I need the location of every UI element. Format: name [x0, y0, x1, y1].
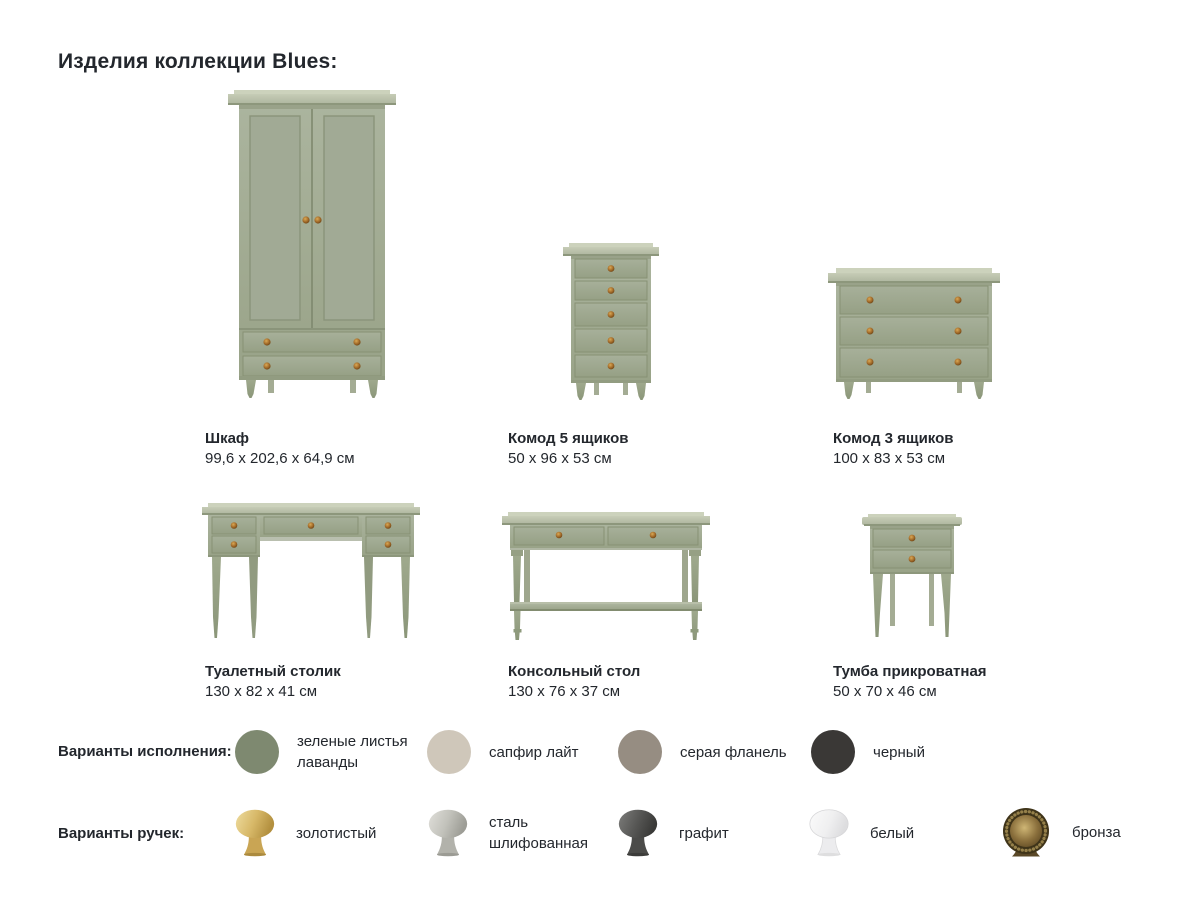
wardrobe-door-right — [324, 116, 374, 320]
handle-option-steel[interactable] — [425, 805, 617, 861]
handle-option-white[interactable] — [806, 805, 914, 861]
bedside-back-leg — [890, 574, 895, 626]
wardrobe-door-seam — [311, 109, 313, 328]
desk-top — [202, 507, 420, 514]
bedside-top — [862, 517, 962, 525]
handle-option-label: золотистый — [296, 824, 377, 842]
dressing-table-image — [202, 502, 420, 643]
finish-option-black[interactable] — [811, 729, 925, 775]
chest5-leg — [576, 383, 586, 400]
chest3-leg — [844, 382, 854, 399]
chest5-image — [563, 241, 659, 402]
bedside-image — [860, 503, 964, 643]
wardrobe-door-left — [250, 116, 300, 320]
finish-swatch[interactable] — [427, 730, 471, 774]
product-dimensions: 130 x 76 x 37 см — [508, 683, 621, 700]
page-title: Изделия коллекции Blues: — [58, 50, 338, 73]
product-dimensions: 99,6 x 202,6 x 64,9 см — [205, 450, 355, 467]
finish-option-sapphire-light[interactable] — [427, 729, 579, 775]
handle-option-label: сталь шлифованная — [489, 814, 589, 852]
white-knob-icon[interactable] — [806, 806, 852, 860]
handle-option-label: белый — [870, 824, 915, 842]
wardrobe-knob — [314, 216, 321, 223]
wardrobe-leg — [368, 380, 378, 398]
finish-swatch[interactable] — [618, 730, 662, 774]
gold-knob-icon[interactable] — [232, 806, 278, 860]
desk-leg — [249, 557, 258, 638]
handle-option-gold[interactable] — [232, 805, 376, 861]
chest3-leg — [974, 382, 984, 399]
finish-option-label: серая фланель — [680, 743, 787, 761]
desk-kneehole-shadow — [260, 537, 362, 541]
finish-swatch[interactable] — [235, 730, 279, 774]
chest3-drawer — [840, 286, 988, 314]
chest3-drawer — [840, 317, 988, 345]
chest5-leg — [636, 383, 646, 400]
desk-leg — [401, 557, 410, 638]
finish-option-label: сапфир лайт — [489, 743, 579, 761]
bronze-knob-icon[interactable] — [998, 805, 1054, 859]
handle-option-label: графит — [679, 824, 729, 842]
finish-option-grey-flannel[interactable] — [618, 729, 787, 775]
product-dimensions: 50 x 70 x 46 см — [833, 683, 937, 700]
wardrobe-knob — [302, 216, 309, 223]
wardrobe-image — [226, 86, 398, 402]
finish-option-green-lavender[interactable] — [235, 729, 425, 775]
product-dimensions: 100 x 83 x 53 см — [833, 450, 946, 467]
bedside-leg — [941, 574, 951, 637]
steel-knob-icon[interactable] — [425, 806, 471, 860]
console-leg — [513, 556, 521, 602]
product-dimensions: 50 x 96 x 53 см — [508, 450, 612, 467]
finish-option-label: зеленые листья лаванды — [297, 733, 408, 771]
finish-swatch[interactable] — [811, 730, 855, 774]
console-foot — [514, 611, 521, 640]
product-name: Консольный стол — [508, 663, 641, 680]
chest5-top — [563, 247, 659, 255]
console-back-leg — [524, 550, 530, 602]
bedside-leg — [873, 574, 883, 637]
product-dimensions: 130 x 82 x 41 см — [205, 683, 318, 700]
chest3-image — [828, 266, 1000, 402]
console-image — [502, 510, 710, 646]
finishes-label: Варианты исполнения: — [58, 743, 232, 760]
bedside-back-leg — [929, 574, 934, 626]
chest3-drawer — [840, 348, 988, 377]
handle-option-label: бронза — [1072, 823, 1121, 841]
handles-label: Варианты ручек: — [58, 825, 185, 842]
console-back-leg — [682, 550, 688, 602]
desk-leg — [212, 557, 221, 638]
product-name: Туалетный столик — [205, 663, 341, 680]
handle-option-bronze[interactable] — [998, 804, 1121, 860]
handle-option-graphite[interactable] — [615, 805, 729, 861]
console-foot — [692, 611, 699, 640]
console-top — [502, 516, 710, 524]
graphite-knob-icon[interactable] — [615, 806, 661, 860]
wardrobe-leg — [246, 380, 256, 398]
chest3-top — [828, 273, 1000, 282]
console-leg — [691, 556, 699, 602]
finish-option-label: черный — [873, 743, 925, 761]
product-name: Комод 5 ящиков — [508, 430, 629, 447]
wardrobe-cornice — [228, 94, 396, 104]
desk-leg — [364, 557, 373, 638]
product-name: Тумба прикроватная — [833, 663, 987, 680]
product-name: Шкаф — [205, 430, 250, 447]
product-name: Комод 3 ящиков — [833, 430, 954, 447]
